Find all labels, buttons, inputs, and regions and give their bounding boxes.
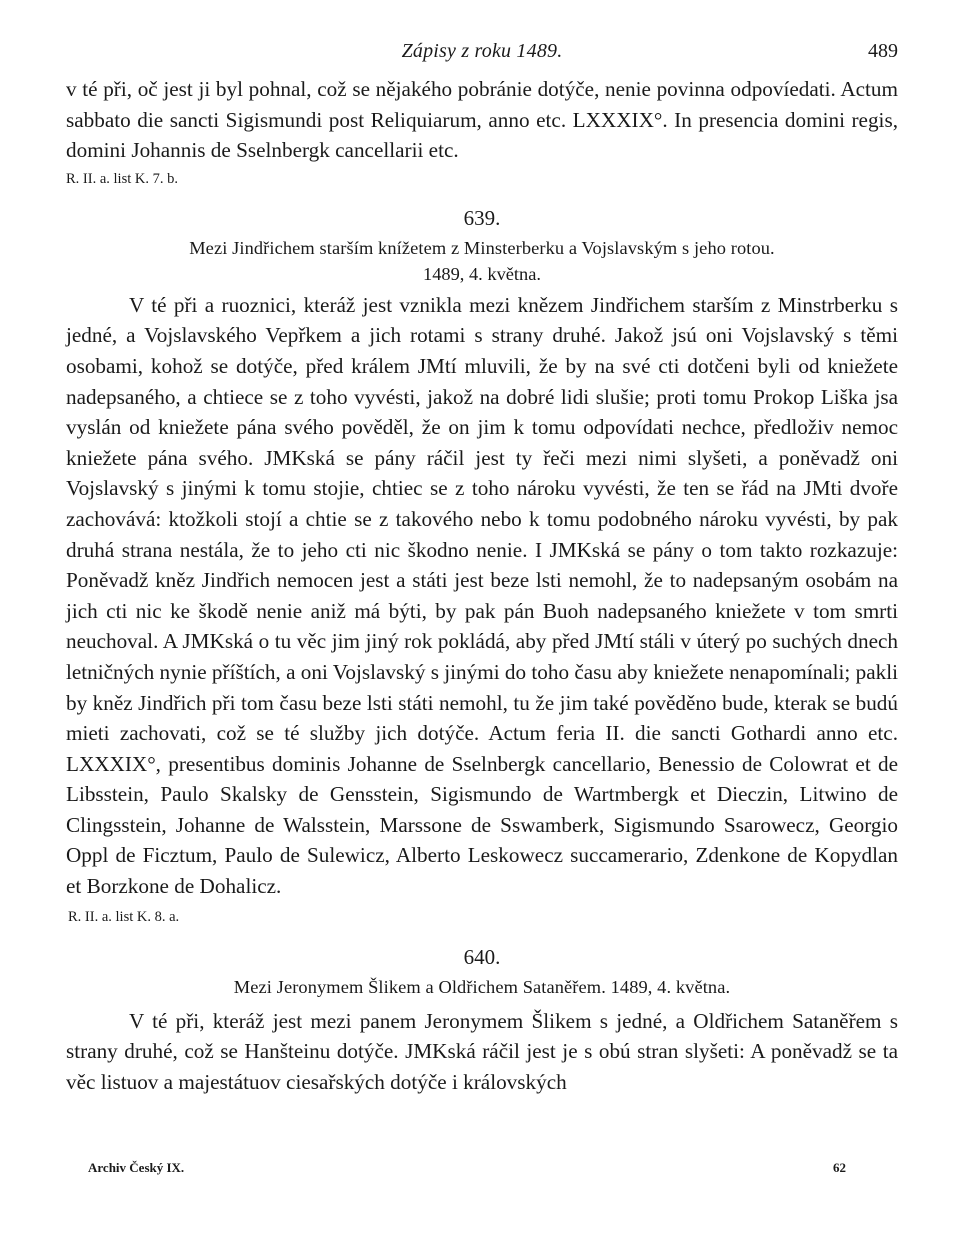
signature-mark: Archiv Český IX. (88, 1160, 185, 1175)
entry-640 (66, 944, 898, 1098)
page-number: 489 (868, 40, 898, 62)
entry-number: 639. (463, 205, 501, 230)
archive-reference: R. II. a. list K. 7. b. (66, 170, 178, 187)
archive-reference: R. II. a. list K. 8. a. (68, 908, 180, 925)
entry-number: 640. (463, 944, 501, 969)
entry-body: V té při a ruoznici, kteráž jest vznikla mezi knězem Jindřichem starším z Minstrberku s jedné, a Vojslavského Vepřkem a jich rotami s strany druhé. Jakož jsú oni Vojslavský s těmi osobami, kohož se dotýče, před králem JMtí mluvili, že by na své cti dotčeni byli od kniežete nadepsaného, a chtiece se z toho vyvésti, jakož na dobré lidi slušie; proti tomu Prokop Liška jsa vyslán od kniežete pána svého pověděl, že on jim k tomu odpovídati nechce, předloživ nemoc kniežete pána svého. JMKská se pány ráčil jest ty řeči mezi nimi slyšeti, a poněvadž oni Vojslavský s jinými k tomu stojie, chtiec se z toho nároku vyvésti, že ten se řád na JMti dvoře zachovává: ktožkoli stojí a chtie se z takového nebo k tomu podobného nároku vyvésti, by pak druhá strana nestála, že to jeho cti nic škodno nenie. I JMKská se pány o tom takto rozkazuje: Poněvadž kněz Jindřich nemocen jest a státi jest beze lsti nemohl, že to nadepsaným osobám na jich cti nic ke škodě nenie aniž má býti, by pak pán Buoh nadepsaného kniežete v tom smrti neuchoval. A JMKská o tu věc jim jiný rok pokládá, aby před JMtí stáli v úterý po suchých dnech letničných nynie příštích, a oni Vojslavský s jinými do toho času aby kniežete nenapomínali; pakli by kněz Jindřich při tom času beze lsti státi nemohl, tu že jim také pověděno bude, kterak se budú mieti zachovati, což se té služby jich dotýče. Actum feria II. die sancti Gothardi anno etc. LXXXIX°, presentibus dominis Johanne de Sselnbergk cancellario, Benessio de Colowrat et de Libsstein, Paulo Skalsky de Gensstein, Sigismundo de Wartmbergk et Dieczin, Litwino de Clingsstein, Johanne de Walsstein, Marssone de Sswamberk, Sigismundo Ssarowecz, Georgio Oppl de Ficztum, Paulo de Sulewicz, Alberto Leskowecz succamerario, Zdenkone de Kopydlan et Borzkone de Dohalicz. (66, 292, 898, 899)
entry-title: Mezi Jeronymem Šlikem a Oldřichem Sataněřem. 1489, 4. května. (233, 976, 731, 997)
page-header (66, 40, 898, 74)
entry-title: Mezi Jindřichem starším knížetem z Minsterberku a Vojslavským s jeho rotou. (189, 237, 775, 258)
continuation-paragraph: v té při, oč jest ji byl pohnal, což se nějakého pobránie dotýče, nenie povinna odpovíedati. Actum sabbato die sancti Sigismundi post Reliquiarum, anno etc. LXXXIX°. In presencia domini regis, domini Johannis de Sselnbergk cancellarii etc. (66, 77, 898, 163)
page-content (66, 40, 898, 1097)
sheet-number: 62 (833, 1160, 846, 1175)
entry-date: 1489, 4. května. (423, 263, 541, 284)
entry-body: V té při, kteráž jest mezi panem Jeronymem Šlikem s jedné, a Oldřichem Sataněřem s strany druhé, což se Hanšteinu dotýče. JMKská ráčil jest je s obú stran slyšeti: A poněvadž se ta věc listuov a majestátuov ciesařských dotýče i královských (66, 1008, 898, 1094)
running-title: Zápisy z roku 1489. (401, 40, 563, 62)
entry-639 (66, 205, 898, 902)
